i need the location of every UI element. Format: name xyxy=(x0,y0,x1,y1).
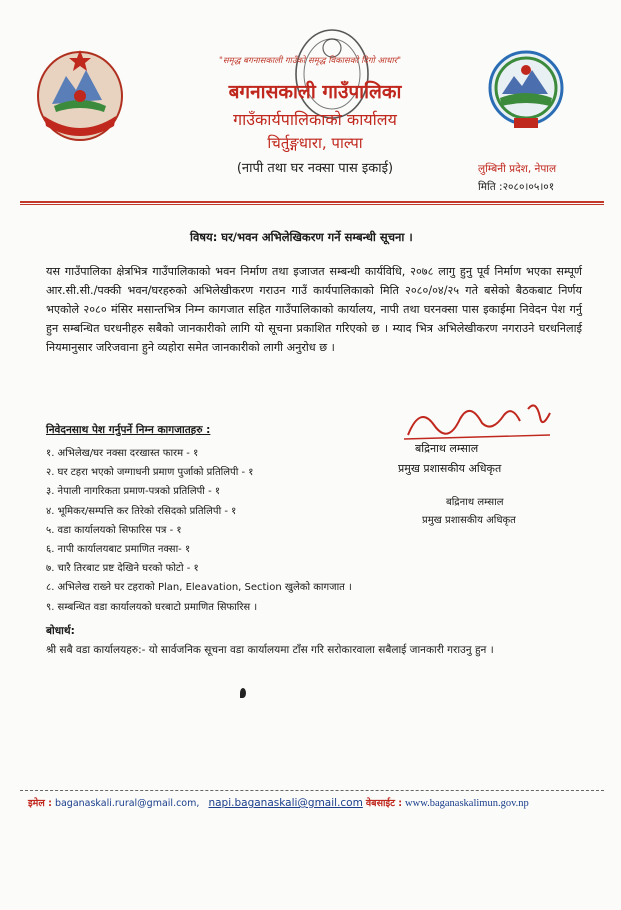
municipality-emblem-logo xyxy=(486,48,566,134)
attention-heading: बोधार्थ: xyxy=(46,625,75,637)
list-item: ३. नेपाली नागरिकता प्रमाण-पत्रको प्रतिलिपी - १ xyxy=(46,486,221,498)
documents-heading: निवेदनसाथ पेश गर्नुपर्ने निम्न कागजातहरु : xyxy=(46,424,211,436)
list-item: ६. नापी कार्यालयबाट प्रमाणित नक्सा- १ xyxy=(46,544,191,556)
list-item: ४. भूमिकर/सम्पत्ति कर तिरेको रसिदको प्रतिलिपी - १ xyxy=(46,505,237,517)
footer xyxy=(28,796,608,809)
attention-text: श्री सबै वडा कार्यालयहरु:- यो सार्वजनिक सूचना वडा कार्यालयमा टाँस गरि सरोकारवाला सबैलाई जानकारी गराउनु हुन । xyxy=(46,644,494,656)
unit-name: (नापी तथा घर नक्सा पास इकाई) xyxy=(236,161,394,176)
nepal-emblem-logo xyxy=(34,46,126,142)
date-label: मिति :२०८०।०५।०१ xyxy=(478,181,555,193)
website-link[interactable]: www.baganaskalimun.gov.np xyxy=(405,798,529,809)
email-label: इमेल : xyxy=(28,798,52,809)
list-item: ५. वडा कार्यालयको सिफारिस पत्र - १ xyxy=(46,524,182,536)
list-item: ७. चारै तिरबाट प्रष्ट देखिने घरको फोटो - १ xyxy=(46,563,199,575)
signatory-title: प्रमुख प्रशासकीय अधिकृत xyxy=(398,462,502,475)
organization-title: बगनासकाली गाउँपालिका xyxy=(228,81,402,103)
notice-body: यस गाउँपालिका क्षेत्रभित्र गाउँपालिकाको भवन निर्माण तथा इजाजत सम्बन्धी कार्यविधि, २०७८ लागु हुनु पूर्व निर्माण भएका सम्पूर्ण आर.सी.सी./पक्की भवन/घरहरुको अभिलेखीकरण गराउन गाउँ कार्यपालिकाको मिति २०८०/०४/२५ गते बसेको बैठकबाट निर्णय भएकोले २०८० मंसिर मसान्तभित्र निम्न कागजात सहित गाउँपालिकाको कार्यालय, नापी तथा घरनक्सा पास इकाईमा निवेदन पेश गर्नु हुन सम्बन्धित घरधनीहरु सबैको जानकारीको लागि यो सूचना प्रकाशित गरिएको छ । म्याद भित्र अभिलेखीकरण नगराउने घरधनिलाई नियमानुसार जरिजवाना हुने व्यहोरा समेत जानकारीको लागी अनुरोध छ । xyxy=(46,265,582,354)
header-divider xyxy=(20,201,604,203)
footer-divider xyxy=(20,790,604,791)
notice-subject: विषय: घर/भवन अभिलेखिकरण गर्ने सम्बन्धी सूचना । xyxy=(190,230,413,244)
ink-mark xyxy=(240,688,246,698)
list-item: २. घर टहरा भएको जग्गाधनी प्रमाण पुर्जाको प्रतिलिपी - १ xyxy=(46,467,254,479)
header-divider-thin xyxy=(20,204,604,205)
list-item: ८. अभिलेख राख्ने घर टहराको Plan, Eleavation, Section खुलेको कागजात । xyxy=(46,582,352,594)
stamp-title: प्रमुख प्रशासकीय अधिकृत xyxy=(422,515,516,526)
stamp-name: बद्रिनाथ लम्साल xyxy=(446,497,504,508)
signatory-name: बद्रिनाथ लम्साल xyxy=(415,442,479,455)
website-label: वेबसाईट : xyxy=(365,798,403,809)
email-link[interactable]: baganaskali.rural@gmail.com, xyxy=(54,798,200,809)
list-item: ९. सम्बन्धित वडा कार्यालयको घरबाटो प्रमाणित सिफारिस । xyxy=(46,601,258,613)
list-item: १. अभिलेख/घर नक्सा दरखास्त फारम - १ xyxy=(46,448,199,459)
handwritten-signature xyxy=(400,395,560,445)
slogan: "समृद्ध बगनासकाली गाउँको समृद्ध विकासको दिगो आधार" xyxy=(218,56,402,66)
office-name: गाउँकार्यपालिकाको कार्यालय xyxy=(233,110,397,129)
office-location: चिर्तुङ्गधारा, पाल्पा xyxy=(267,134,363,152)
email-link[interactable]: napi.baganaskali@gmail.com xyxy=(208,797,363,809)
province-label: लुम्बिनी प्रदेश, नेपाल xyxy=(478,163,557,175)
